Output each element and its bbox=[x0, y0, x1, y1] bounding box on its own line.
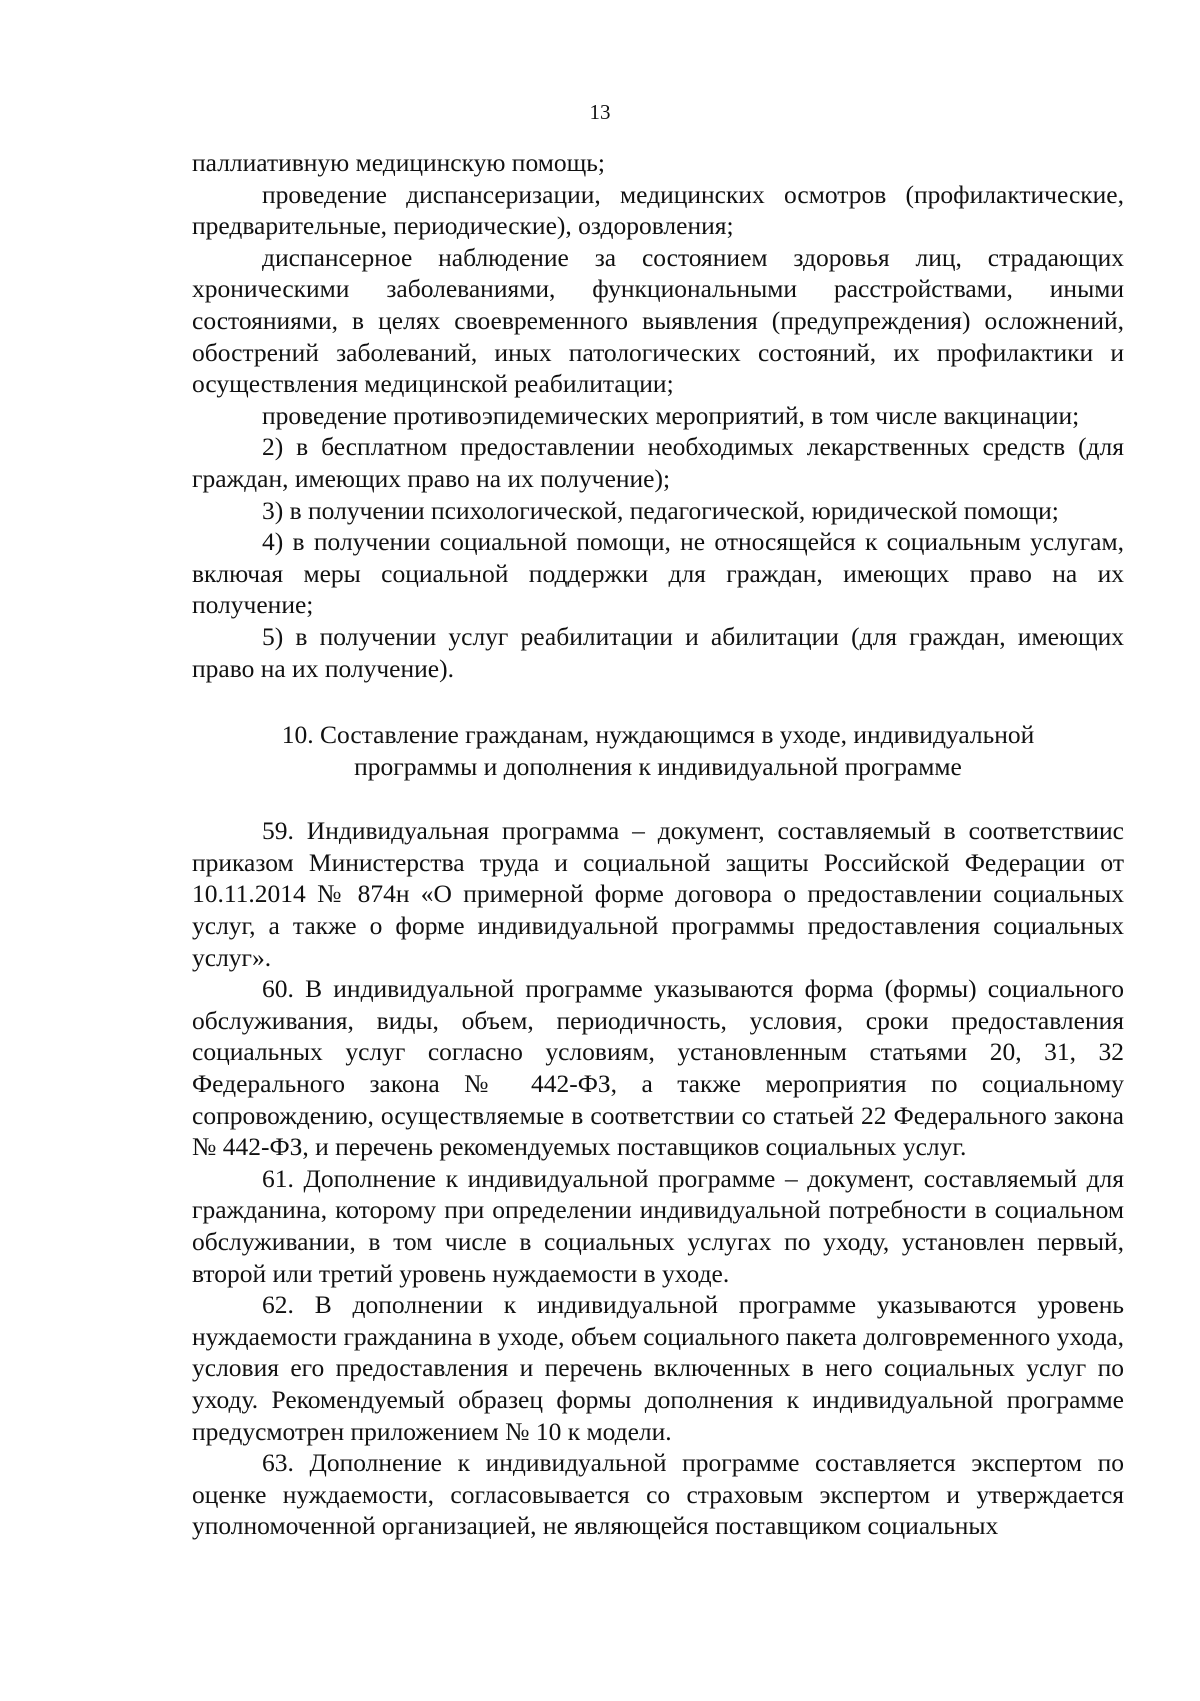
paragraph: 3) в получении психологической, педагогической, юридической помощи; bbox=[262, 495, 1059, 525]
numbered-paragraph: 61. Дополнение к индивидуальной программе – документ, составляемый для гражданина, которому при определении индивидуальной потребности в социальном обслуживании, в том числе в социальных услугах по уходу, установлен первый, второй или третий уровень нуждаемости в уходе. bbox=[192, 1163, 1124, 1288]
section-body bbox=[192, 815, 1124, 1542]
numbered-paragraph: 63. Дополнение к индивидуальной программе составляется экспертом по оценке нуждаемости, согласовывается со страховым экспертом и утверждается уполномоченной организацией, не являющейся поставщиком социальных bbox=[192, 1448, 1124, 1541]
paragraph: паллиативную медицинскую помощь; bbox=[192, 148, 605, 177]
document-body bbox=[192, 147, 1124, 1542]
paragraph: проведение противоэпидемических мероприятий, в том числе вакцинации; bbox=[262, 400, 1080, 430]
intro-section bbox=[192, 147, 1124, 684]
numbered-paragraph: 59. Индивидуальная программа – документ, составляемый в соответствиис приказом Министерства труда и социальной защиты Российской Федерации от 10.11.2014 № 874н «О примерной форме договора о предоставлении социальных услуг, а также о форме индивидуальной программы предоставления социальных услуг». bbox=[192, 816, 1124, 972]
paragraph: 5) в получении услуг реабилитации и абилитации (для граждан, имеющих право на их получение). bbox=[192, 621, 1124, 683]
numbered-paragraph: 62. В дополнении к индивидуальной программе указываются уровень нуждаемости гражданина в уходе, объем социального пакета долговременного ухода, условия его предоставления и перечень включенных в него социальных услуг по уходу. Рекомендуемый образец формы дополнения к индивидуальной программе предусмотрен приложением № 10 к модели. bbox=[192, 1290, 1124, 1446]
paragraph: 2) в бесплатном предоставлении необходимых лекарственных средств (для граждан, имеющих право на их получение); bbox=[192, 432, 1124, 493]
numbered-paragraph: 60. В индивидуальной программе указываются форма (формы) социального обслуживания, виды, объем, периодичность, условия, сроки предоставления социальных услуг согласно условиям, установленным статьями 20, 31, 32 Федерального закона № 442-ФЗ, а также мероприятия по социальному сопровождению, осуществляемые в соответствии со статьей 22 Федерального закона № 442-ФЗ, и перечень рекомендуемых поставщиков социальных услуг. bbox=[192, 974, 1124, 1162]
page-number: 13 bbox=[589, 100, 611, 124]
paragraph: 4) в получении социальной помощи, не относящейся к социальным услугам, включая меры социальной поддержки для граждан, имеющих право на их получение; bbox=[192, 527, 1124, 620]
section-heading: 10. Составление гражданам, нуждающимся в уходе, индивидуальной программы и дополнения к индивидуальной программе bbox=[281, 720, 1035, 781]
paragraph: диспансерное наблюдение за состоянием здоровья лиц, страдающих хроническими заболеваниями, функциональными расстройствами, иными состояниями, в целях своевременного выявления (предупреждения) осложнений, обострений заболеваний, иных патологических состояний, их профилактики и осуществления медицинской реабилитации; bbox=[192, 242, 1124, 399]
paragraph: проведение диспансеризации, медицинских осмотров (профилактические, предварительные, периодические), оздоровления; bbox=[192, 179, 1124, 241]
